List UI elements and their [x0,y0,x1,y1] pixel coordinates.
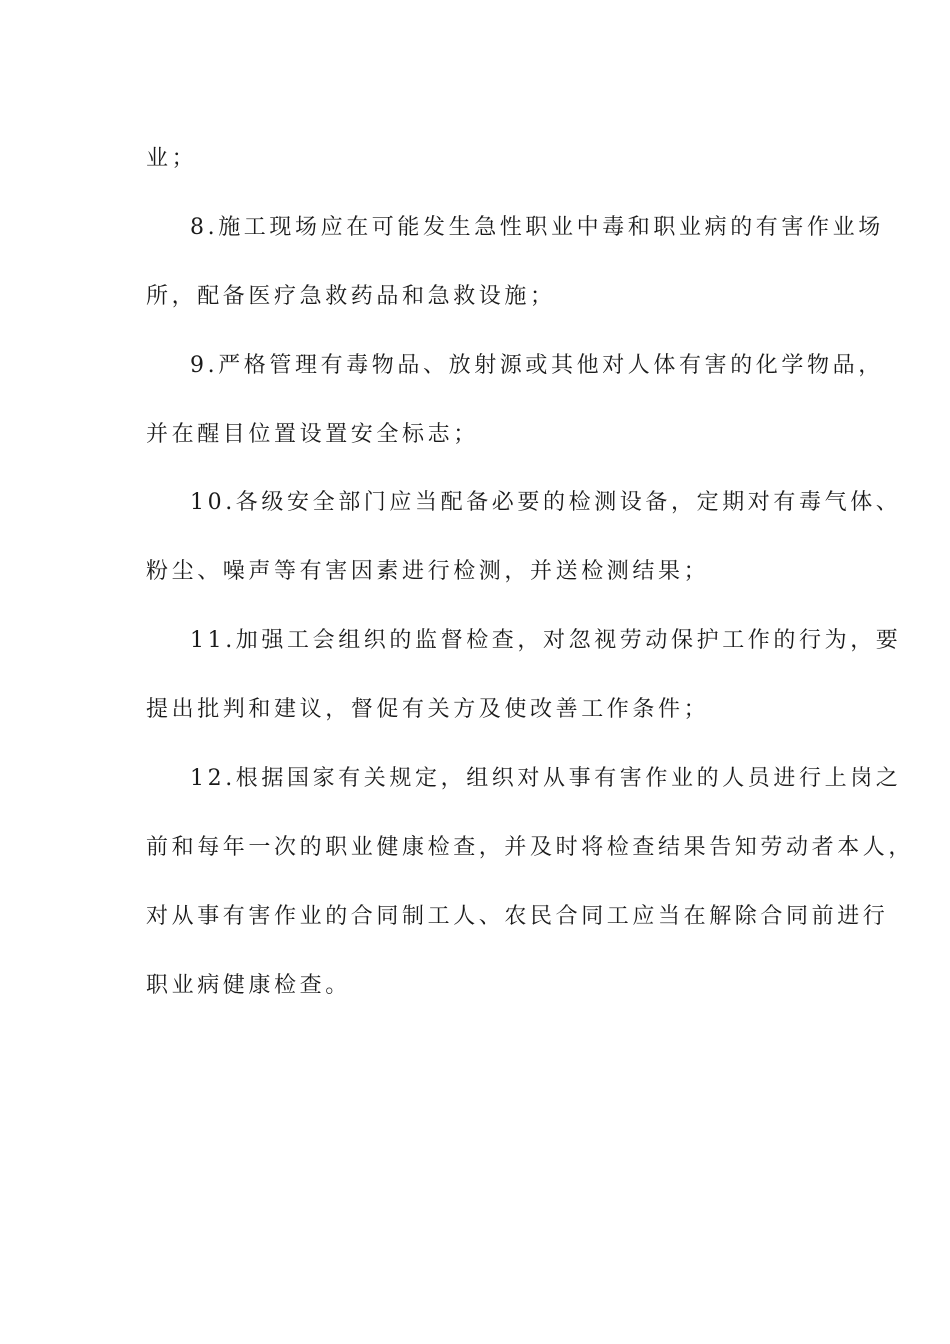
text-line: 10.各级安全部门应当配备必要的检测设备，定期对有毒气体、 [190,490,902,516]
text-line: 12.根据国家有关规定，组织对从事有害作业的人员进行上岗之 [190,766,902,792]
text-line: 对从事有害作业的合同制工人、农民合同工应当在解除合同前进行 [146,903,889,929]
text-line: 粉尘、噪声等有害因素进行检测，并送检测结果； [146,559,710,585]
text-line: 职业病健康检查。 [146,972,351,998]
text-line: 所，配备医疗急救药品和急救设施； [146,283,556,309]
text-line: 9.严格管理有毒物品、放射源或其他对人体有害的化学物品， [190,352,884,378]
document-body [146,125,915,1021]
text-line: 8.施工现场应在可能发生急性职业中毒和职业病的有害作业场 [190,214,884,240]
text-line: 并在醒目位置设置安全标志； [146,421,479,447]
text-line: 提出批判和建议，督促有关方及使改善工作条件； [146,697,710,723]
text-line: 前和每年一次的职业健康检查，并及时将检查结果告知劳动者本人， [146,834,915,860]
text-line: 11.加强工会组织的监督检查，对忽视劳动保护工作的行为，要 [190,628,902,654]
text-line: 业； [146,146,198,171]
